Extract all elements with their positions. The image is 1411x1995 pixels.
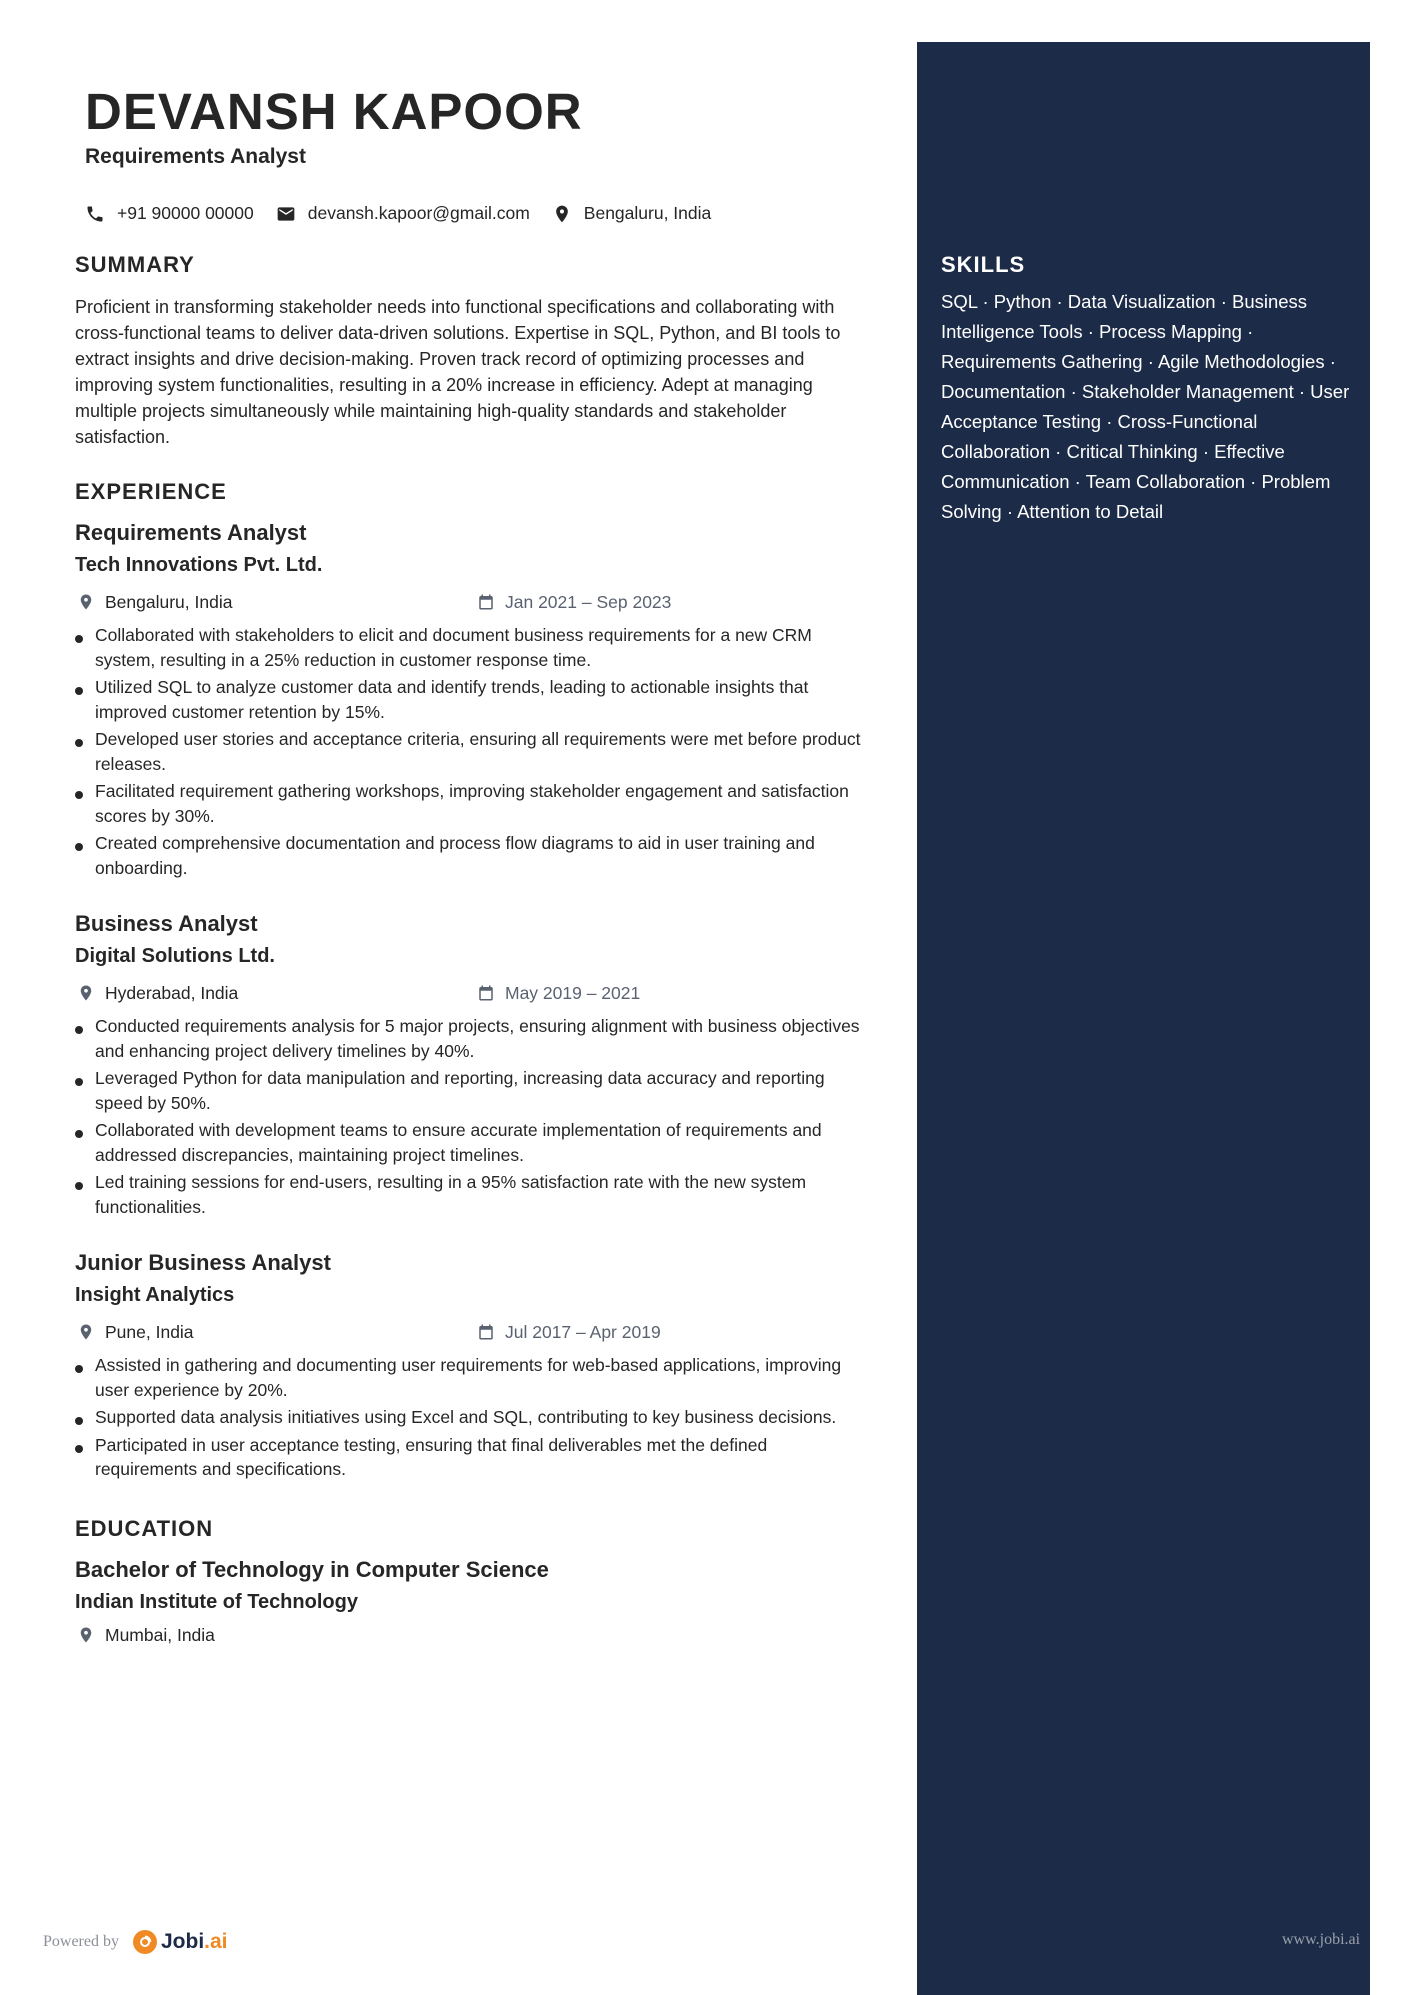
list-item [75, 831, 865, 880]
location-pin-icon [77, 1323, 95, 1341]
education-entry [75, 1555, 865, 1648]
powered-by-label: Powered by [43, 1933, 119, 1950]
skills-title: SKILLS [941, 252, 1026, 277]
list-item [75, 1433, 865, 1482]
summary-title: SUMMARY [75, 252, 195, 277]
job-location [75, 592, 475, 613]
education-meta [75, 1622, 865, 1648]
experience-entry [75, 1248, 865, 1485]
list-item [75, 1066, 865, 1115]
location-text: Bengaluru, India [583, 203, 712, 223]
job-location-text: Hyderabad, India [105, 982, 239, 1003]
list-item [75, 675, 865, 724]
list-item [75, 1353, 865, 1402]
phone-icon [85, 204, 105, 224]
experience-entry [75, 909, 865, 1222]
contact-phone[interactable] [85, 203, 254, 224]
job-dates-text: Jul 2017 – Apr 2019 [505, 1321, 661, 1342]
job-dates [475, 983, 640, 1004]
location-pin-icon [77, 984, 95, 1002]
jobi-logo-icon [133, 1930, 157, 1954]
list-item [75, 1118, 865, 1167]
job-dates-text: May 2019 – 2021 [505, 982, 641, 1003]
job-dates-text: Jan 2021 – Sep 2023 [505, 591, 672, 612]
job-meta [75, 980, 865, 1006]
job-company: Tech Innovations Pvt. Ltd. [75, 554, 323, 576]
bullet-text: Collaborated with stakeholders to elicit and document business requirements for a new CRM system, resulting in a 25% reduction in customer response time. [95, 625, 812, 670]
brand-name: Jobi [160, 1930, 205, 1953]
bullet-text: Conducted requirements analysis for 5 major projects, ensuring alignment with business objectives and enhancing project delivery timelines by 40%. [95, 1016, 860, 1061]
job-bullets [75, 623, 865, 880]
education-location-text: Mumbai, India [105, 1624, 215, 1645]
location-pin-icon [77, 593, 95, 611]
job-meta [75, 589, 865, 615]
job-meta [75, 1319, 865, 1345]
email-text: devansh.kapoor@gmail.com [307, 203, 530, 223]
job-company: Digital Solutions Ltd. [75, 945, 275, 967]
calendar-icon [477, 984, 495, 1002]
bullet-text: Facilitated requirement gathering workshops, improving stakeholder engagement and satisfaction scores by 30%. [95, 781, 849, 826]
list-item [75, 779, 865, 828]
skills-section [941, 252, 1351, 527]
experience-entry [75, 518, 865, 883]
bullet-text: Assisted in gathering and documenting user requirements for web-based applications, improving user experience by 20%. [95, 1355, 842, 1400]
brand-logo [133, 1930, 228, 1954]
job-title: Junior Business Analyst [75, 1250, 331, 1275]
job-dates [475, 592, 671, 613]
job-location-text: Pune, India [105, 1321, 194, 1342]
job-location [75, 983, 475, 1004]
list-item [75, 1170, 865, 1219]
job-location-text: Bengaluru, India [105, 591, 233, 612]
location-pin-icon [77, 1626, 95, 1644]
bullet-text: Led training sessions for end-users, resulting in a 95% satisfaction rate with the new system functionalities. [95, 1172, 807, 1217]
brand-suffix: .ai [204, 1930, 228, 1953]
calendar-icon [477, 593, 495, 611]
job-company: Insight Analytics [75, 1284, 235, 1306]
contact-email[interactable] [276, 203, 530, 224]
list-item [75, 1405, 865, 1430]
contact-location [552, 203, 711, 224]
education-title: EDUCATION [75, 1516, 214, 1541]
bullet-text: Supported data analysis initiatives using Excel and SQL, contributing to key business decisions. [95, 1407, 837, 1427]
list-item [75, 623, 865, 672]
powered-by[interactable] [43, 1930, 228, 1954]
bullet-text: Participated in user acceptance testing, ensuring that final deliverables met the defined requirements and specifications. [95, 1434, 768, 1479]
education-location [75, 1625, 475, 1646]
job-title: Business Analyst [75, 911, 258, 936]
phone-text: +91 90000 00000 [117, 203, 254, 223]
bullet-text: Developed user stories and acceptance criteria, ensuring all requirements were met before product releases. [95, 729, 861, 774]
bullet-text: Collaborated with development teams to ensure accurate implementation of requirements and addressed discrepancies, maintaining project timelines. [95, 1120, 822, 1165]
list-item [75, 727, 865, 776]
list-item [75, 1014, 865, 1063]
bullet-text: Leveraged Python for data manipulation and reporting, increasing data accuracy and reporting speed by 50%. [95, 1068, 825, 1113]
job-dates [475, 1322, 661, 1343]
calendar-icon [477, 1323, 495, 1341]
skills-list: SQL · Python · Data Visualization · Business Intelligence Tools · Process Mapping · Requirements Gathering · Agile Methodologies · Documentation · Stakeholder Management · User Acceptance Testing · Cross-Functional Collaboration · Critical Thinking · Effective Communication · Team Collaboration · Problem Solving · Attention to Detail [941, 291, 1350, 522]
job-bullets [75, 1014, 865, 1219]
job-bullets [75, 1353, 865, 1482]
email-icon [276, 204, 296, 224]
education-school: Indian Institute of Technology [75, 1591, 358, 1613]
bullet-text: Utilized SQL to analyze customer data and identify trends, leading to actionable insights that improved customer retention by 15%. [95, 677, 809, 722]
job-title: Requirements Analyst [75, 520, 307, 545]
bullet-text: Created comprehensive documentation and process flow diagrams to aid in user training and onboarding. [95, 833, 815, 878]
education-degree: Bachelor of Technology in Computer Science [75, 1557, 549, 1582]
experience-title: EXPERIENCE [75, 479, 227, 504]
job-location [75, 1322, 475, 1343]
contact-row [85, 203, 733, 224]
candidate-role: Requirements Analyst [85, 145, 306, 168]
website-link[interactable]: www.jobi.ai [1282, 1931, 1361, 1948]
summary-text: Proficient in transforming stakeholder needs into functional specifications and collaborating with cross-functional teams to deliver data-driven solutions. Expertise in SQL, Python, and BI tools to extract insights and drive decision-making. Proven track record of optimizing processes and improving system functionalities, resulting in a 20% increase in efficiency. Adept at managing multiple projects simultaneously while maintaining high-quality standards and stakeholder satisfaction. [75, 297, 841, 447]
location-pin-icon [552, 204, 572, 224]
candidate-name: DEVANSH KAPOOR [85, 83, 583, 140]
